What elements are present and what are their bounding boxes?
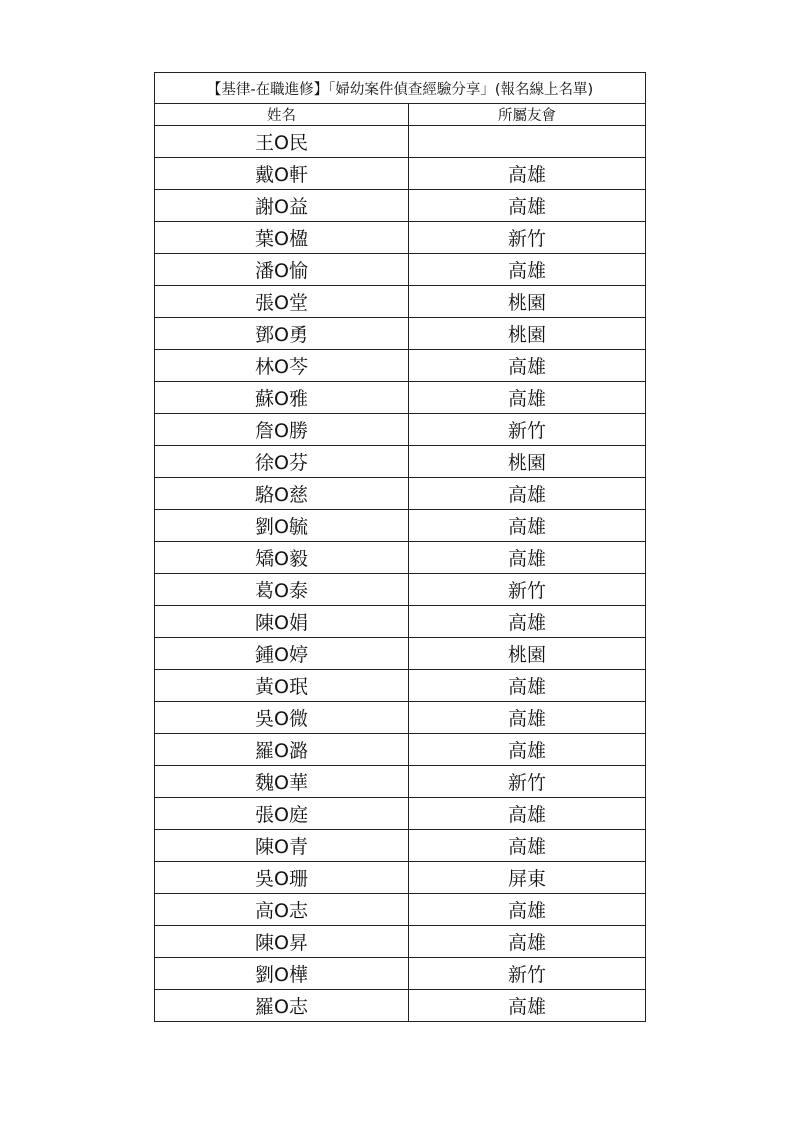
cell-name: 鍾O婷 — [155, 638, 409, 670]
table-row — [155, 606, 646, 638]
cell-chapter: 新竹 — [409, 574, 646, 606]
table-row — [155, 222, 646, 254]
cell-chapter: 新竹 — [409, 958, 646, 990]
registration-table — [154, 72, 646, 1022]
table-row — [155, 446, 646, 478]
table-title-row — [155, 73, 646, 104]
table-row — [155, 798, 646, 830]
cell-chapter: 高雄 — [409, 510, 646, 542]
table-row — [155, 862, 646, 894]
table-row — [155, 286, 646, 318]
cell-name: 高O志 — [155, 894, 409, 926]
cell-name: 吳O珊 — [155, 862, 409, 894]
table-row — [155, 894, 646, 926]
table-row — [155, 958, 646, 990]
table-row — [155, 158, 646, 190]
cell-name: 羅O志 — [155, 990, 409, 1022]
cell-chapter: 高雄 — [409, 382, 646, 414]
cell-chapter: 高雄 — [409, 702, 646, 734]
column-header-name: 姓名 — [155, 104, 409, 126]
cell-chapter: 桃園 — [409, 318, 646, 350]
cell-name: 謝O益 — [155, 190, 409, 222]
cell-name: 駱O慈 — [155, 478, 409, 510]
cell-chapter: 桃園 — [409, 446, 646, 478]
cell-chapter: 高雄 — [409, 894, 646, 926]
cell-chapter — [409, 126, 646, 158]
cell-chapter: 高雄 — [409, 478, 646, 510]
cell-name: 陳O昇 — [155, 926, 409, 958]
table-row — [155, 766, 646, 798]
cell-name: 魏O華 — [155, 766, 409, 798]
table-row — [155, 254, 646, 286]
cell-name: 陳O青 — [155, 830, 409, 862]
table-row — [155, 318, 646, 350]
cell-name: 詹O勝 — [155, 414, 409, 446]
cell-name: 葛O泰 — [155, 574, 409, 606]
cell-chapter: 高雄 — [409, 254, 646, 286]
table-row — [155, 990, 646, 1022]
cell-chapter: 高雄 — [409, 158, 646, 190]
cell-name: 鄧O勇 — [155, 318, 409, 350]
table-row — [155, 542, 646, 574]
table-row — [155, 574, 646, 606]
cell-name: 戴O軒 — [155, 158, 409, 190]
cell-chapter: 高雄 — [409, 798, 646, 830]
column-header-chapter: 所屬友會 — [409, 104, 646, 126]
cell-chapter: 高雄 — [409, 190, 646, 222]
cell-chapter: 高雄 — [409, 926, 646, 958]
cell-chapter: 新竹 — [409, 414, 646, 446]
cell-name: 潘O愉 — [155, 254, 409, 286]
cell-name: 王O民 — [155, 126, 409, 158]
cell-name: 葉O楹 — [155, 222, 409, 254]
cell-chapter: 高雄 — [409, 830, 646, 862]
cell-name: 張O堂 — [155, 286, 409, 318]
document-title: 【基律-在職進修】「婦幼案件偵查經驗分享」(報名線上名單) — [155, 73, 646, 104]
table-row — [155, 350, 646, 382]
cell-name: 林O芩 — [155, 350, 409, 382]
cell-chapter: 高雄 — [409, 606, 646, 638]
cell-name: 羅O潞 — [155, 734, 409, 766]
table-row — [155, 926, 646, 958]
cell-name: 蘇O雅 — [155, 382, 409, 414]
cell-chapter: 高雄 — [409, 990, 646, 1022]
table-row — [155, 830, 646, 862]
table-body — [155, 126, 646, 1022]
column-header-row — [155, 104, 646, 126]
table-row — [155, 190, 646, 222]
cell-name: 徐O芬 — [155, 446, 409, 478]
cell-name: 吳O微 — [155, 702, 409, 734]
table-row — [155, 478, 646, 510]
cell-name: 劉O樺 — [155, 958, 409, 990]
table-row — [155, 702, 646, 734]
table-row — [155, 126, 646, 158]
cell-name: 矯O毅 — [155, 542, 409, 574]
table-row — [155, 510, 646, 542]
cell-chapter: 新竹 — [409, 222, 646, 254]
cell-name: 黃O珉 — [155, 670, 409, 702]
table-row — [155, 638, 646, 670]
table-row — [155, 734, 646, 766]
cell-chapter: 屏東 — [409, 862, 646, 894]
cell-chapter: 高雄 — [409, 670, 646, 702]
cell-chapter: 高雄 — [409, 734, 646, 766]
cell-chapter: 桃園 — [409, 286, 646, 318]
table-row — [155, 670, 646, 702]
table-row — [155, 414, 646, 446]
table-row — [155, 382, 646, 414]
cell-name: 劉O毓 — [155, 510, 409, 542]
cell-chapter: 新竹 — [409, 766, 646, 798]
cell-chapter: 桃園 — [409, 638, 646, 670]
cell-name: 張O庭 — [155, 798, 409, 830]
cell-name: 陳O娟 — [155, 606, 409, 638]
cell-chapter: 高雄 — [409, 542, 646, 574]
cell-chapter: 高雄 — [409, 350, 646, 382]
